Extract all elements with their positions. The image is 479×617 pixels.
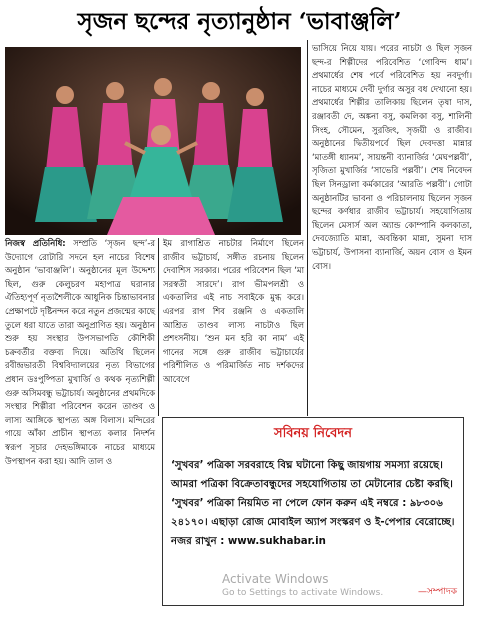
article-text-1: সম্প্রতি ‘সৃজন ছন্দ’-র উদ্যোগে রোটারি সদনে হল নাচের বিশেষ অনুষ্ঠান ‘ভাবাঞ্জলি’। অনুষ্ঠানের মূল উদ্দেশ্য ছিল, গুরু কেলুচরণ মহাপাত্র ঘরানার ঐতিহ্যপূর্ণ নৃত্যশৈলীকে আধুনিক চিন্তাভাবনার প্রেক্ষাপটে দৃষ্টিনন্দন করে নতুন প্রজন্মের কাছে তুলে ধরা যাতে তারা অনুপ্রাণিত হয়। অনুষ্ঠান শুরু হয় সংস্থার উপসভাপতি কৌশিকী চক্রবর্তীর বক্তব্য দিয়ে। অতিথি ছিলেন রবীন্দ্রভারতী বিশ্ববিদ্যালয়ের নৃত্য বিভাগের প্রধান ডঃপুষ্পিতা মুখার্জি ও কথক নৃত্যশিল্পী গুরু অসিমবন্ধু ভট্টাচার্য। অনুষ্ঠানের প্রথমদিকে সংস্থার শিল্পীরা পরিবেশন করেন তাণ্ডব ও লাস্য আঙ্গিকে স্থাপত্য অঙ্গ বিলাস। মন্দিরের গায়ে আঁকা প্রাচীন স্থাপত্য কলার নিদর্শন স্বরূপ সূচার দেহভঙ্গিমাকে নাচের মাধ্যমে উপস্থাপন করা হয়। আদি তাল ও	[5, 238, 155, 466]
article-column-3	[312, 42, 472, 273]
watermark-title: Activate Windows	[222, 572, 329, 586]
article-column-2	[163, 237, 304, 387]
notice-title: সবিনয় নিবেদন	[273, 426, 352, 441]
page-title: সৃজন ছন্দের নৃত্যানুষ্ঠান ‘ভাবাঞ্জলি’	[77, 8, 402, 35]
notice-body: ‘সুখবর’ পত্রিকা সরবরাহে বিঘ্ন ঘটানো কিছু জায়গায় সমস্যা রয়েছে। আমরা পত্রিকা বিক্রেতাবন্ধুদের সহযোগিতায় তা মেটানোর চেষ্টা করছি। ‘সুখবর’ পত্রিকা নিয়মিত না পেলে ফোন করুন এই নম্বরে : ৯৮৩০৬ ২৪১৭০। এছাড়া রোজ মোবাইল অ্যাপ সংস্করণ ও ই-পেপার বেরোচ্ছে। নজর রাখুন : www.sukhabar.in	[171, 460, 455, 547]
article-text-2: ইম রাগাশ্রিত নাচটার নির্মাণে ছিলেন রাজীব ভট্টাচার্য, সঙ্গীত রচনায় ছিলেন দেবাশিস সরকার। পরের পরিবেশন ছিল ‘মা সরস্বতী সারদে’। রাগ ভীমপলশ্রী ও একতালির এই নাচ সবাইকে মুগ্ধ করে। এরপর রাগ শিব রঞ্জনি ও একতালি আশ্রিত তাণ্ডব লাস্য নাচটাও ছিল প্রশংসনীয়। ‘শুন মন হরি কা নাম’ এই গানের সঙ্গে গুরু রাজীব ভট্টাচার্যের পরিশীলিত ও পরিমার্জিত নাচ দর্শকদের আবেগে	[163, 238, 304, 384]
activation-watermark	[222, 572, 383, 600]
dancers-illustration	[5, 47, 301, 235]
notice-signature: —সম্পাদক	[417, 587, 457, 597]
watermark-subtitle: Go to Settings to activate Windows.	[222, 588, 384, 598]
column-divider	[307, 40, 308, 416]
column-divider	[158, 238, 159, 416]
article-column-1	[5, 237, 155, 468]
dance-photo	[5, 47, 301, 235]
byline: নিজস্ব প্রতিনিধি:	[5, 238, 66, 248]
article-text-3: ভাসিয়ে নিয়ে যায়। পরের নাচটা ও ছিল সৃজন ছন্দ-র শিল্পীদের পরিবেশিত ‘গোবিন্দ ধাম’। প্রথমার্ধের শেষ পর্বে পরিবেশিত হয় নবদুর্গা। নাচের মাধ্যমে দেবী দুর্গার অসুর বধ দেখানো হয়। প্রথমার্ধের শিল্পীর তালিকায় ছিলেন তৃষা দাস, রঞ্জাবতী দে, অঙ্কনা বসু, কমলিকা বসু, শালিনী সিংহ, সৌমেন, সুরজিৎ, সৃজয়ী ও রাজীব। অনুষ্ঠানের দ্বিতীয়পর্বে ছিল দেবদত্তা মান্নার ‘মাতঙ্গী ধ্যানম’, সায়ন্তনী ব্যানার্জির ‘মেঘপল্লবী’, সৃজিতা মুখার্জির ‘সাভেরি পল্লবী’। শেষ নিবেদন ছিল সিনড্রালা কর্মকারের ‘আরতি পল্লবী’। গোটা অনুষ্ঠানটির ভাবনা ও পরিচালনায় ছিলেন সৃজন ছন্দের কর্ণধার রাজীব ভট্টাচার্য। সহযোগিতায় ছিলেন মেসার্স অল অ্যান্ড কোম্পানি কলকাতা, দেবজ্যোতি মান্না, অবন্তিকা মান্না, সুমনা দাস ভট্টাচার্য, উপাসনা ব্যানার্জি, অয়ন বোস ও ইমন বোস।	[312, 43, 472, 271]
